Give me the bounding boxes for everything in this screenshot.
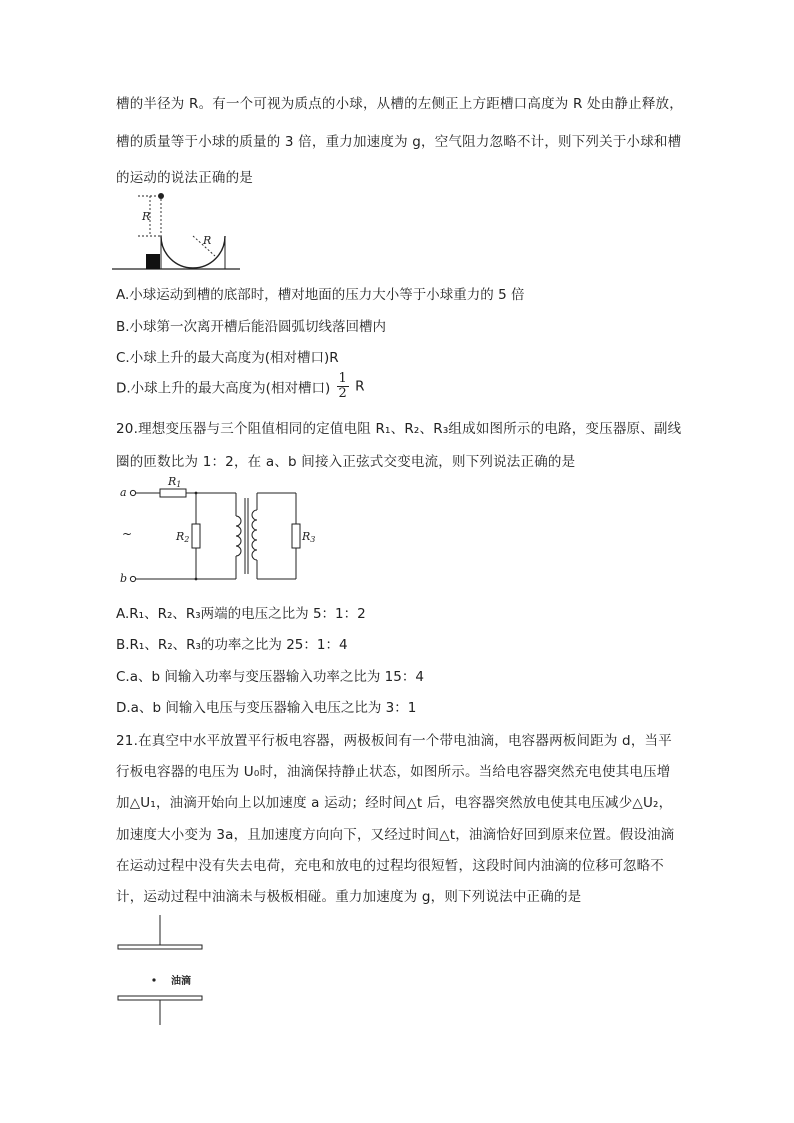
q19-r-radius-label: R <box>203 234 212 247</box>
q21-intro-line-1: 21.在真空中水平放置平行板电容器，两极板间有一个带电油滴，电容器两板间距为 d，当平 <box>116 733 672 749</box>
q21-intro-line-6: 计，运动过程中油滴未与极板相碰。重力加速度为 g，则下列说法中正确的是 <box>116 889 582 905</box>
q20-option-c: C.a、b 间输入功率与变压器输入功率之比为 15：4 <box>116 669 424 685</box>
top-plate <box>118 945 202 949</box>
q19-option-d-prefix: D.小球上升的最大高度为(相对槽口) <box>116 380 331 397</box>
q20-intro-line-2: 圈的匝数比为 1：2，在 a、b 间接入正弦式交变电流，则下列说法正确的是 <box>116 454 576 470</box>
secondary-coil <box>252 510 257 560</box>
terminal-a-label: a <box>120 486 127 499</box>
fraction-denominator: 2 <box>338 386 347 401</box>
ac-source-symbol: ~ <box>122 527 133 541</box>
q20-option-d: D.a、b 间输入电压与变压器输入电压之比为 3：1 <box>116 700 417 716</box>
q20-intro-line-1: 20.理想变压器与三个阻值相同的定值电阻 R₁、R₂、R₃组成如图所示的电路，变压器原、副线 <box>116 421 682 437</box>
q21-intro-line-2: 行板电容器的电压为 U₀时，油滴保持静止状态，如图所示。当给电容器突然充电使其电压增 <box>116 764 671 780</box>
q19-option-d-suffix: R <box>355 378 365 395</box>
q19-intro-line-3: 的运动的说法正确的是 <box>116 170 253 186</box>
resistor-r3-label: R3 <box>302 530 316 544</box>
q20-option-b: B.R₁、R₂、R₃的功率之比为 25：1：4 <box>116 637 348 653</box>
q19-option-c: C.小球上升的最大高度为(相对槽口)R <box>116 350 339 366</box>
q21-intro-line-5: 在运动过程中没有失去电荷，充电和放电的过程均很短暂，这段时间内油滴的位移可忽略不 <box>116 858 664 874</box>
q21-capacitor-figure <box>114 915 214 1027</box>
resistor-r1-label: R1 <box>168 475 182 489</box>
primary-coil <box>236 516 241 556</box>
q19-option-b: B.小球第一次离开槽后能沿圆弧切线落回槽内 <box>116 319 387 335</box>
oil-droplet-icon <box>152 978 155 981</box>
droplet-label: 油滴 <box>171 976 191 987</box>
q20-option-a: A.R₁、R₂、R₃两端的电压之比为 5：1：2 <box>116 606 366 622</box>
stop-block <box>146 254 160 269</box>
q20-circuit-figure <box>118 474 318 589</box>
fraction-numerator: 1 <box>338 371 347 386</box>
q19-groove-figure <box>112 190 242 272</box>
one-half-fraction <box>337 372 349 401</box>
q19-intro-line-2: 槽的质量等于小球的质量的 3 倍，重力加速度为 g，空气阻力忽略不计，则下列关于小球和槽 <box>116 134 682 150</box>
terminal-b-label: b <box>120 572 128 585</box>
resistor-r3 <box>292 524 300 548</box>
q19-option-a: A.小球运动到槽的底部时，槽对地面的压力大小等于小球重力的 5 倍 <box>116 287 525 303</box>
resistor-r2-label: R2 <box>176 530 190 544</box>
ball-icon <box>158 193 164 199</box>
q19-intro-line-1: 槽的半径为 R。有一个可视为质点的小球，从槽的左侧正上方距槽口高度为 R 处由静止释放， <box>116 96 683 112</box>
resistor-r2 <box>192 524 200 548</box>
q21-intro-line-4: 加速度大小变为 3a，且加速度方向向下，又经过时间△t，油滴恰好回到原来位置。假设油滴 <box>116 827 675 843</box>
q19-r-vertical-label: R <box>142 210 151 223</box>
q21-intro-line-3: 加△U₁，油滴开始向上以加速度 a 运动；经时间△t 后，电容器突然放电使其电压减少△U₂， <box>116 795 673 811</box>
q19-option-d <box>116 372 365 401</box>
resistor-r1 <box>160 489 186 497</box>
bottom-plate <box>118 996 202 1000</box>
